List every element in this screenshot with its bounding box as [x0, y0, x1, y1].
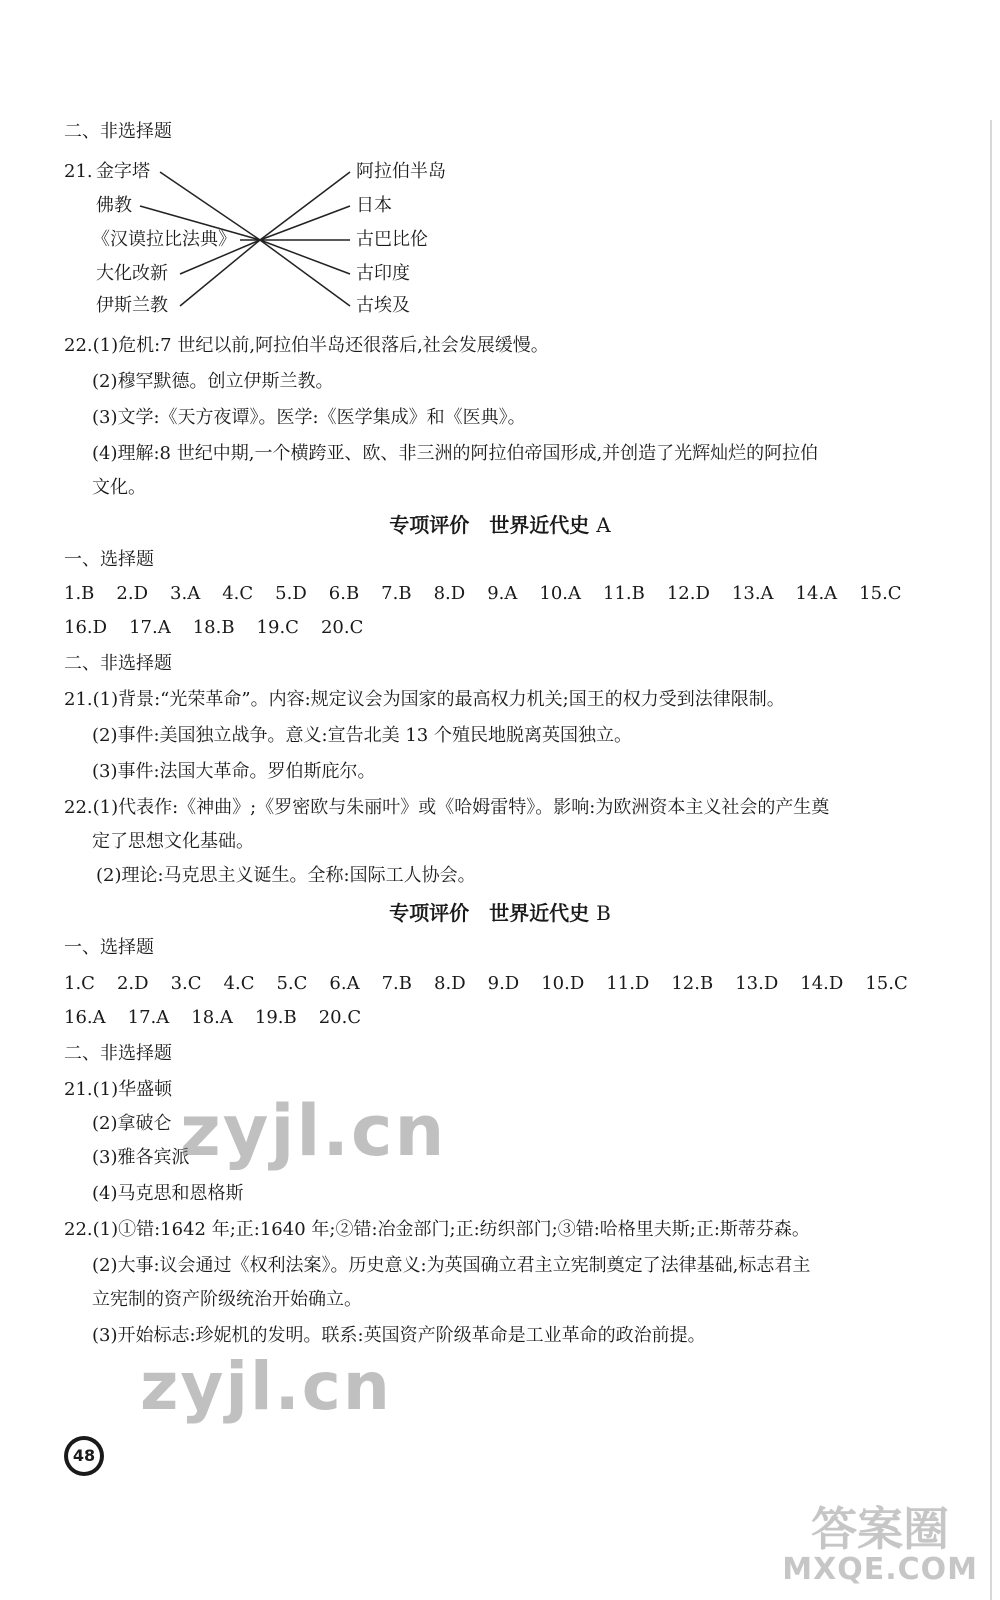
right-item: 日本 — [356, 195, 392, 216]
right-item: 阿拉伯半岛 — [356, 161, 446, 182]
choice-answer: 8.D — [433, 583, 466, 604]
choice-answer: 10.D — [541, 973, 585, 994]
choice-answer: 15.C — [865, 973, 908, 994]
answer-line: (3)文学:《天方夜谭》。医学:《医学集成》和《医典》。 — [92, 407, 526, 428]
answer-line: 定了思想文化基础。 — [92, 831, 254, 852]
answer-line: (3)雅各宾派 — [92, 1147, 190, 1168]
choice-answer: 16.A — [64, 1007, 106, 1028]
choice-answer: 12.D — [666, 583, 710, 604]
choice-answer: 14.A — [795, 583, 838, 604]
answer-line: (2)事件:美国独立战争。意义:宣告北美 13 个殖民地脱离英国独立。 — [92, 725, 632, 746]
choice-answer: 11.B — [603, 583, 645, 604]
answer-line: (3)事件:法国大革命。罗伯斯庇尔。 — [92, 761, 376, 782]
choice-answer: 3.A — [170, 583, 201, 604]
section-title-choice: 一、选择题 — [64, 549, 154, 570]
answer-line: (4)马克思和恩格斯 — [92, 1183, 244, 1204]
section-title-choice: 一、选择题 — [64, 937, 154, 958]
choice-answer: 10.A — [539, 583, 581, 604]
answer-line: 22.(1)危机:7 世纪以前,阿拉伯半岛还很落后,社会发展缓慢。 — [64, 335, 549, 356]
left-item: 伊斯兰教 — [96, 295, 168, 316]
right-item: 古印度 — [356, 263, 410, 284]
watermark-corner-bottom: MXQE.COM — [782, 1552, 978, 1587]
choice-answer: 12.B — [671, 973, 714, 994]
choice-answer: 2.D — [116, 973, 149, 994]
right-item: 古巴比伦 — [356, 229, 428, 250]
match-line-egypt — [260, 240, 350, 306]
choice-answer: 17.A — [127, 1007, 170, 1028]
choice-answer: 17.A — [129, 617, 171, 638]
left-item: 金字塔 — [96, 161, 150, 182]
choice-answer: 9.A — [487, 583, 518, 604]
choice-answer: 15.C — [859, 583, 902, 604]
match-line-arabia — [260, 172, 350, 240]
section-title-nonchoice: 二、非选择题 — [64, 121, 172, 142]
choice-answer: 4.C — [222, 583, 254, 604]
page-number-badge — [64, 1436, 104, 1476]
choice-answer: 3.C — [170, 973, 202, 994]
section-title-nonchoice: 二、非选择题 — [64, 1043, 172, 1064]
choice-answer: 8.D — [434, 973, 466, 994]
choice-answer: 9.D — [487, 973, 520, 994]
watermark-corner-top: 答案圈 — [811, 1502, 950, 1556]
choice-answer: 20.C — [320, 617, 364, 638]
choice-answer: 16.D — [64, 617, 108, 638]
choice-answer: 13.A — [731, 583, 774, 604]
right-item: 古埃及 — [356, 295, 410, 316]
choice-answer: 2.D — [116, 583, 149, 604]
heading-suffix: B — [596, 901, 611, 925]
choice-answer: 6.A — [329, 973, 360, 994]
choice-answer: 4.C — [223, 973, 255, 994]
heading-text: 专项评价 世界近代史 — [389, 901, 590, 925]
choice-answers-row — [64, 972, 930, 996]
heading-suffix: A — [596, 513, 611, 537]
choice-answers-row — [64, 582, 924, 606]
page-number: 48 — [68, 1440, 100, 1472]
choice-answer: 5.D — [275, 583, 307, 604]
choice-answer: 13.D — [735, 973, 779, 994]
choice-answer: 14.D — [800, 973, 844, 994]
watermark-bottom: zyjl.cn — [140, 1348, 392, 1425]
choice-answer: 7.B — [381, 583, 412, 604]
answer-line: (2)大事:议会通过《权利法案》。历史意义:为英国确立君主立宪制奠定了法律基础,标志君主 — [92, 1255, 811, 1276]
heading-text: 专项评价 世界近代史 — [389, 513, 590, 537]
watermark-corner — [782, 1504, 978, 1586]
section-heading-b — [0, 900, 1000, 926]
choice-answer: 19.C — [256, 617, 299, 638]
answer-line: (2)理论:马克思主义诞生。全称:国际工人协会。 — [96, 865, 476, 886]
match-line-india — [260, 240, 350, 274]
q21-number: 21. — [64, 161, 93, 182]
choice-answer: 7.B — [381, 973, 413, 994]
left-item: 佛教 — [96, 195, 132, 216]
section-heading-a — [0, 512, 1000, 538]
left-item: 大化改新 — [96, 263, 168, 284]
choice-answers-row — [64, 1006, 383, 1030]
choice-answer: 1.B — [64, 583, 95, 604]
choice-answers-row — [64, 616, 385, 640]
left-item: 《汉谟拉比法典》 — [92, 229, 236, 250]
answer-line: (2)拿破仑 — [92, 1113, 172, 1134]
match-line-japan — [260, 206, 350, 240]
answer-line: 21.(1)背景:“光荣革命”。内容:规定议会为国家的最高权力机关;国王的权力受到法律限制。 — [64, 689, 785, 710]
choice-answer: 20.C — [318, 1007, 362, 1028]
section-title-nonchoice: 二、非选择题 — [64, 653, 172, 674]
watermark-mid: zyjl.cn — [180, 1090, 447, 1172]
answer-line: (2)穆罕默德。创立伊斯兰教。 — [92, 371, 334, 392]
answer-line: 22.(1)①错:1642 年;正:1640 年;②错:冶金部门;正:纺织部门;③错:哈格里夫斯;正:斯蒂芬森。 — [64, 1219, 810, 1240]
choice-answer: 18.A — [191, 1007, 233, 1028]
choice-answer: 19.B — [254, 1007, 297, 1028]
answer-line: (4)理解:8 世纪中期,一个横跨亚、欧、非三洲的阿拉伯帝国形成,并创造了光辉灿烂的阿拉伯 — [92, 443, 819, 464]
choice-answer: 18.B — [192, 617, 235, 638]
answer-line: 21.(1)华盛顿 — [64, 1079, 173, 1100]
choice-answer: 5.C — [276, 973, 308, 994]
answer-line: (3)开始标志:珍妮机的发明。联系:英国资产阶级革命是工业革命的政治前提。 — [92, 1325, 706, 1346]
choice-answer: 6.B — [328, 583, 360, 604]
answer-line: 文化。 — [92, 477, 146, 498]
choice-answer: 1.C — [64, 973, 95, 994]
answer-line: 立宪制的资产阶级统治开始确立。 — [92, 1289, 362, 1310]
answer-line: 22.(1)代表作:《神曲》;《罗密欧与朱丽叶》或《哈姆雷特》。影响:为欧洲资本主义社会的产生奠 — [64, 797, 830, 818]
choice-answer: 11.D — [606, 973, 650, 994]
